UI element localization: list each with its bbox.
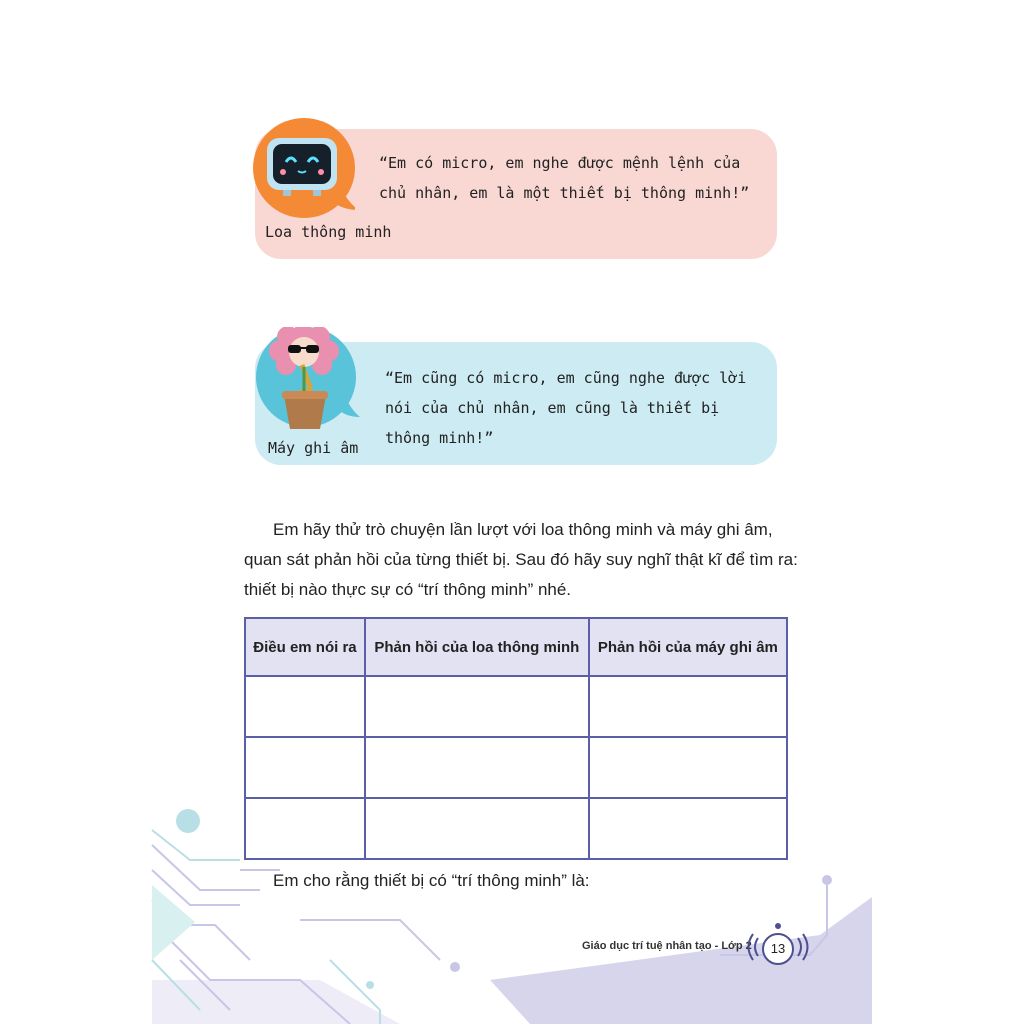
bubble-quote: “Em có micro, em nghe được mệnh lệnh của chủ nhân, em là một thiết bị thông minh!” bbox=[379, 154, 750, 202]
conclusion-prompt: Em cho rằng thiết bị có “trí thông minh” là: bbox=[273, 871, 590, 890]
book-title: Giáo dục trí tuệ nhân tạo - Lớp 2 bbox=[582, 940, 752, 952]
table-header-cell: Điều em nói ra bbox=[245, 618, 365, 676]
bubble-character-name: Máy ghi âm bbox=[268, 439, 359, 457]
table-header-cell: Phản hồi của loa thông minh bbox=[365, 618, 589, 676]
instruction-text: Em hãy thử trò chuyện lần lượt với loa thông minh và máy ghi âm, quan sát phản hồi của từng thiết bị. Sau đó hãy suy nghĩ thật kĩ để tìm ra: thiết bị nào thực sự có “trí thông minh” nhé. bbox=[244, 520, 798, 599]
bubble-character-name: Loa thông minh bbox=[265, 223, 392, 241]
table-header-cell: Phản hồi của máy ghi âm bbox=[589, 618, 787, 676]
bubble-quote: “Em cũng có micro, em cũng nghe được lời nói của chủ nhân, em cũng là thiết bị thông minh!” bbox=[385, 369, 747, 447]
page-number: 13 bbox=[762, 933, 794, 965]
